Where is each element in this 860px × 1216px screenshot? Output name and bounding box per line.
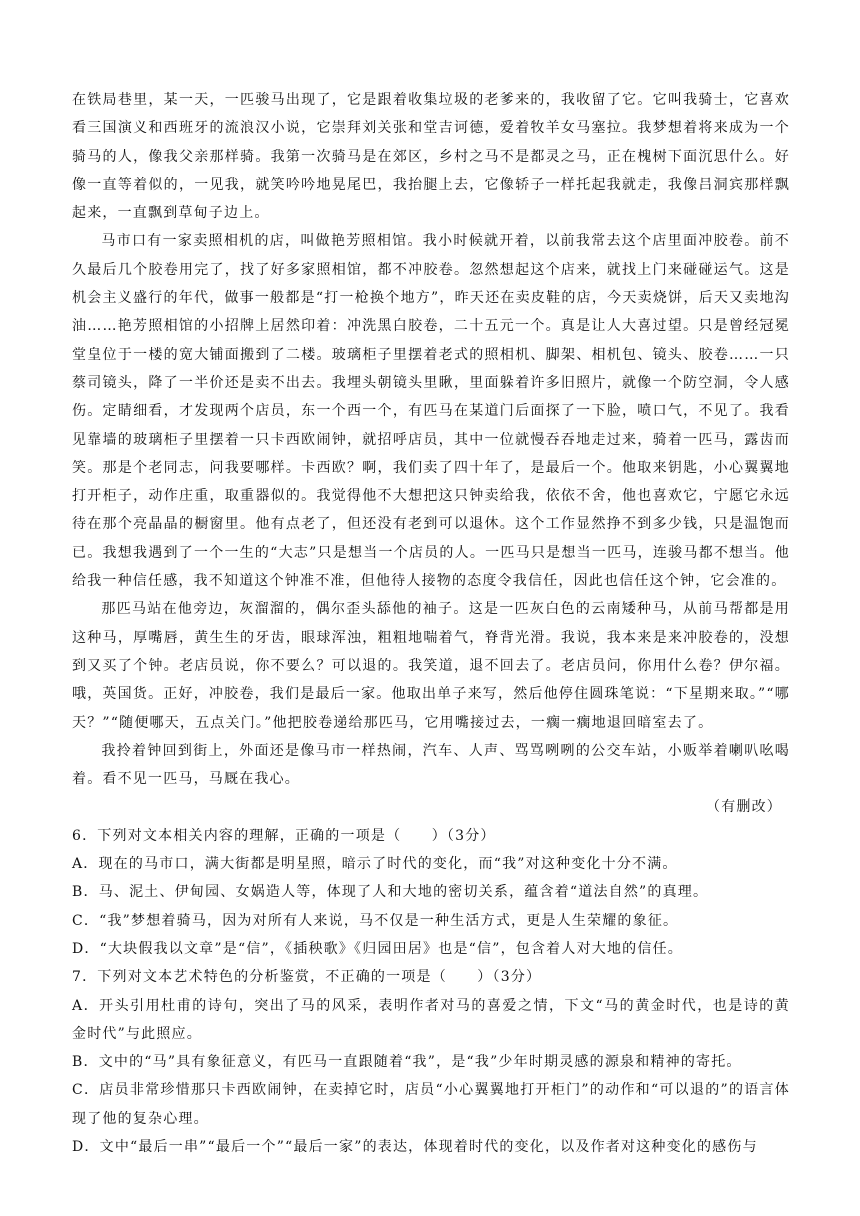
option-b: B．文中的“马”具有象征意义，有匹马一直跟随着“我”，是“我”少年时期灵感的源泉和精神的寄托。 <box>72 1054 742 1071</box>
article-paragraph: 我拎着钟回到街上，外面还是像马市一样热闹，汽车、人声、骂骂咧咧的公交车站，小贩举着喇叭吆喝着。看不见一匹马，马厩在我心。 <box>72 742 790 788</box>
document-page <box>72 86 790 1161</box>
source-note: （有删改） <box>706 799 782 816</box>
question-7 <box>72 963 790 1161</box>
option-d: D．“大块假我以文章”是“信”，《插秧歌》《归园田居》也是“信”，包含着人对大地的信任。 <box>72 940 683 957</box>
article-body <box>72 86 790 822</box>
option-c: C．“我”梦想着骑马，因为对所有人来说，马不仅是一种生活方式，更是人生荣耀的象征。 <box>72 912 679 929</box>
option-b: B．马、泥土、伊甸园、女娲造人等，体现了人和大地的密切关系，蕴含着“道法自然”的真理。 <box>72 884 709 901</box>
article-paragraph: 那匹马站在他旁边，灰溜溜的，偶尔歪头舔他的袖子。这是一匹灰白色的云南矮种马，从前马帮都是用这种马，厚嘴唇，黄生生的牙齿，眼球浑浊，粗粗地喘着气，脊背光滑。我说，我本来是来冲胶卷的，没想到又买了个钟。老店员说，你不要么？可以退的。我笑道，退不回去了。老店员问，你用什么卷？伊尔福。哦，英国货。正好，冲胶卷，我们是最后一家。他取出单子来写，然后他停住圆珠笔说：“下星期来取。”“哪天？”“随便哪天，五点关门。”他把胶卷递给那匹马，它用嘴接过去，一瘸一瘸地退回暗室去了。 <box>72 601 790 731</box>
option-c: C．店员非常珍惜那只卡西欧闹钟，在卖掉它时，店员“小心翼翼地打开柜门”的动作和“可以退的”的语言体现了他的复杂心理。 <box>72 1082 790 1127</box>
question-stem: 7．下列对文本艺术特色的分析鉴赏，不正确的一项是（ ）（3分） <box>72 969 542 986</box>
option-d: D．文中“最后一串”“最后一个”“最后一家”的表达，体现着时代的变化，以及作者对这种变化的感伤与 <box>72 1138 758 1155</box>
option-a: A．开头引用杜甫的诗句，突出了马的风采，表明作者对马的喜爱之情，下文“马的黄金时代，也是诗的黄金时代”与此照应。 <box>72 997 790 1042</box>
article-paragraph: 在铁局巷里，某一天，一匹骏马出现了，它是跟着收集垃圾的老爹来的，我收留了它。它叫我骑士，它喜欢看三国演义和西班牙的流浪汉小说，它崇拜刘关张和堂吉诃德，爱着牧羊女马塞拉。我梦想着将来成为一个骑马的人，像我父亲那样骑。我第一次骑马是在郊区，乡村之马不是都灵之马，正在槐树下面沉思什么。好像一直等着似的，一见我，就笑吟吟地晃尾巴，我抬腿上去，它像轿子一样托起我就走，我像吕洞宾那样飘起来，一直飘到草甸子边上。 <box>72 92 790 222</box>
question-6 <box>72 822 790 963</box>
question-stem: 6．下列对文本相关内容的理解，正确的一项是（ ）（3分） <box>72 827 496 844</box>
article-paragraph: 马市口有一家卖照相机的店，叫做艳芳照相馆。我小时候就开着，以前我常去这个店里面冲胶卷。前不久最后几个胶卷用完了，找了好多家照相馆，都不冲胶卷。忽然想起这个店来，就找上门来碰碰运气。这是机会主义盛行的年代，做事一般都是“打一枪换个地方”，昨天还在卖皮鞋的店，今天卖烧饼，后天又卖地沟油……艳芳照相馆的小招牌上居然印着：冲洗黑白胶卷，二十五元一个。真是让人大喜过望。只是曾经冠冕堂皇位于一楼的宽大铺面搬到了二楼。玻璃柜子里摆着老式的照相机、脚架、相机包、镜头、胶卷……一只蔡司镜头，降了一半价还是卖不出去。我埋头朝镜头里瞅，里面躲着许多旧照片，就像一个防空洞，令人感伤。定睛细看，才发现两个店员，东一个西一个，有匹马在某道门后面探了一下脸，喷口气，不见了。我看见靠墙的玻璃柜子里摆着一只卡西欧闹钟，就招呼店员，其中一位就慢吞吞地走过来，骑着一匹马，露齿而笑。那是个老同志，问我要哪样。卡西欧？啊，我们卖了四十年了，是最后一个。他取来钥匙，小心翼翼地打开柜子，动作庄重，取重器似的。我觉得他不大想把这只钟卖给我，依依不舍，他也喜欢它，宁愿它永远待在那个亮晶晶的橱窗里。他有点老了，但还没有老到可以退休。这个工作显然挣不到多少钱，只是温饱而已。我想我遇到了一个一生的“大志”只是想当一个店员的人。一匹马只是想当一匹马，连骏马都不想当。他给我一种信任感，我不知道这个钟准不准，但他待人接物的态度令我信任，因此也信任这个钟，它会准的。 <box>72 233 790 590</box>
option-a: A．现在的马市口，满大街都是明星照，暗示了时代的变化，而“我”对这种变化十分不满。 <box>72 856 678 873</box>
